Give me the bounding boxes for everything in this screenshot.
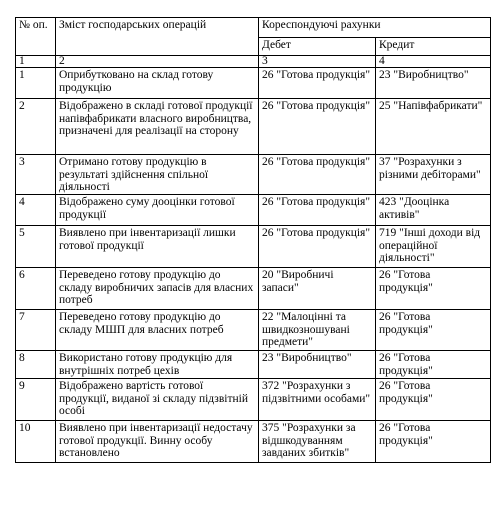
debit-account: 23 "Виробництво" xyxy=(259,351,376,379)
header-operation-number: № оп. xyxy=(16,18,56,56)
table-row xyxy=(16,351,491,379)
table-row xyxy=(16,68,491,99)
credit-account: 37 "Розрахунки з різними дебіторами" xyxy=(376,155,491,195)
debit-account: 26 "Готова продукція" xyxy=(259,99,376,155)
operation-content: Виявлено при інвентаризації лишки готової продукції xyxy=(56,226,259,268)
column-number-2: 2 xyxy=(56,56,259,68)
credit-account: 423 "Дооцінка активів" xyxy=(376,195,491,226)
debit-account: 26 "Готова продукція" xyxy=(259,68,376,99)
credit-account: 26 "Готова продукція" xyxy=(376,310,491,351)
debit-account: 372 "Розрахунки з підзвітними особами" xyxy=(259,379,376,421)
operation-content: Переведено готову продукцію до складу виробничих запасів для власних потреб xyxy=(56,268,259,310)
header-credit: Кредит xyxy=(376,38,491,56)
operation-content: Використано готову продукцію для внутрішніх потреб цехів xyxy=(56,351,259,379)
table-row xyxy=(16,99,491,155)
table-row xyxy=(16,195,491,226)
operation-content: Отримано готову продукцію в результаті здійснення спільної діяльності xyxy=(56,155,259,195)
column-number-3: 3 xyxy=(259,56,376,68)
credit-account: 26 "Готова продукція" xyxy=(376,379,491,421)
header-row xyxy=(16,18,491,38)
column-number-4: 4 xyxy=(376,56,491,68)
table-row xyxy=(16,379,491,421)
debit-account: 375 "Розрахунки за відшкодуванням завданих збитків" xyxy=(259,421,376,463)
operation-content: Відображено вартість готової продукції, виданої зі складу підзвітній особі xyxy=(56,379,259,421)
credit-account: 26 "Готова продукція" xyxy=(376,268,491,310)
operation-content: Виявлено при інвентаризації недостачу готової продукції. Винну особу встановлено xyxy=(56,421,259,463)
credit-account: 25 "Напівфабрикати" xyxy=(376,99,491,155)
operation-number: 2 xyxy=(16,99,56,155)
operation-number: 8 xyxy=(16,351,56,379)
operation-number: 3 xyxy=(16,155,56,195)
operation-content: Відображено суму дооцінки готової продукції xyxy=(56,195,259,226)
operation-number: 4 xyxy=(16,195,56,226)
debit-account: 22 "Малоцінні та швидкозношувані предмети" xyxy=(259,310,376,351)
table-row xyxy=(16,421,491,463)
column-number-1: 1 xyxy=(16,56,56,68)
operation-number: 9 xyxy=(16,379,56,421)
operation-number: 1 xyxy=(16,68,56,99)
credit-account: 719 "Інші доходи від операційної діяльності" xyxy=(376,226,491,268)
table-row xyxy=(16,268,491,310)
header-debit: Дебет xyxy=(259,38,376,56)
credit-account: 26 "Готова продукція" xyxy=(376,421,491,463)
operation-number: 6 xyxy=(16,268,56,310)
table-row xyxy=(16,226,491,268)
debit-account: 26 "Готова продукція" xyxy=(259,195,376,226)
operation-number: 10 xyxy=(16,421,56,463)
operation-number: 5 xyxy=(16,226,56,268)
operation-content: Відображено в складі готової продукції напівфабрикати власного виробництва, призначені для реалізації на сторону xyxy=(56,99,259,155)
operations-table xyxy=(15,17,491,463)
table-row xyxy=(16,310,491,351)
header-corresponding-accounts: Кореспондуючі рахунки xyxy=(259,18,491,38)
credit-account: 23 "Виробництво" xyxy=(376,68,491,99)
operation-content: Переведено готову продукцію до складу МШП для власних потреб xyxy=(56,310,259,351)
header-operation-content: Зміст господарських операцій xyxy=(56,18,259,56)
column-numbering-row xyxy=(16,56,491,68)
credit-account: 26 "Готова продукція" xyxy=(376,351,491,379)
debit-account: 20 "Виробничі запаси" xyxy=(259,268,376,310)
operation-number: 7 xyxy=(16,310,56,351)
operation-content: Оприбутковано на склад готову продукцію xyxy=(56,68,259,99)
debit-account: 26 "Готова продукція" xyxy=(259,155,376,195)
debit-account: 26 "Готова продукція" xyxy=(259,226,376,268)
table-row xyxy=(16,155,491,195)
